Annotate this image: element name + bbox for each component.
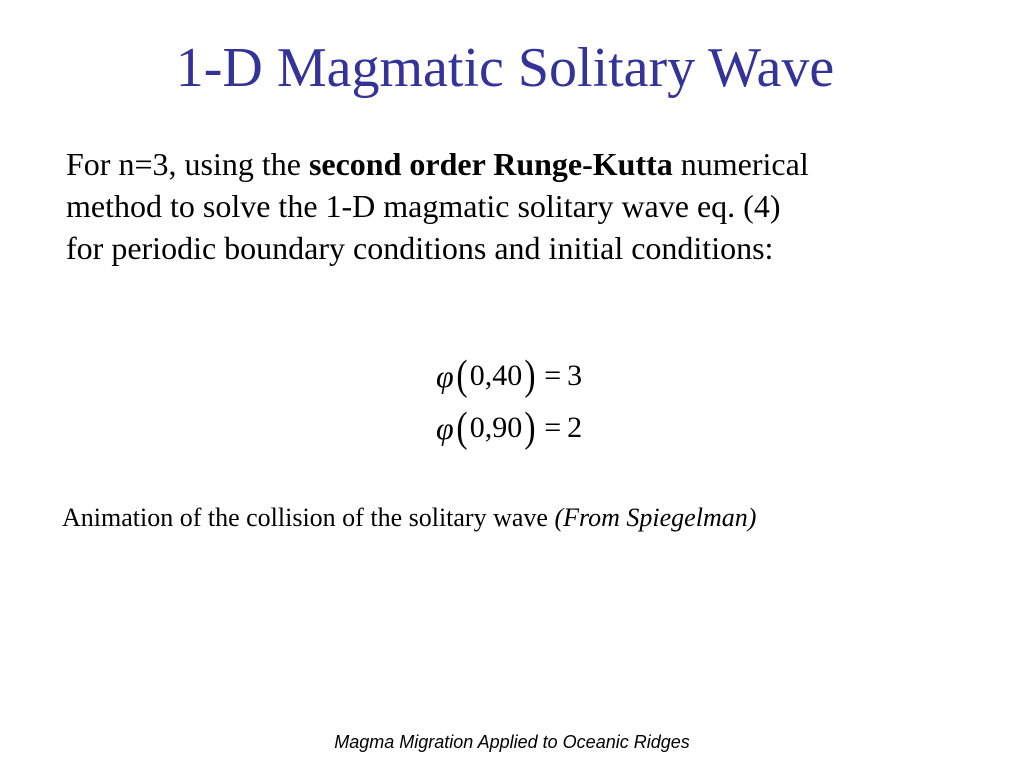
body-line-1-post: numerical <box>672 146 809 182</box>
caption-source: (From Spiegelman) <box>554 503 757 532</box>
caption-text: Animation of the collision of the solitary wave <box>62 503 555 532</box>
equation-2-equals: = <box>544 411 562 444</box>
equation-1-value: 3 <box>567 359 583 392</box>
equation-1-symbol: φ <box>436 358 454 394</box>
equation-2-value: 2 <box>567 411 583 444</box>
equation-2 <box>436 402 656 454</box>
equation-1-args: 0,40 <box>469 359 523 392</box>
initial-conditions <box>436 350 656 454</box>
equation-1-open-paren: ( <box>456 353 468 399</box>
equation-1-equals: = <box>544 359 562 392</box>
equation-2-open-paren: ( <box>456 405 468 451</box>
body-line-3: for periodic boundary conditions and initial conditions: <box>66 230 774 266</box>
body-line-2: method to solve the 1-D magmatic solitary wave eq. (4) <box>66 188 781 224</box>
equation-2-close-paren: ) <box>524 405 536 451</box>
body-line-1 <box>66 143 966 185</box>
slide-footer: Magma Migration Applied to Oceanic Ridges <box>334 732 690 752</box>
equation-2-symbol: φ <box>436 410 454 446</box>
body-paragraph <box>66 143 966 269</box>
equation-1 <box>436 350 656 402</box>
body-line-1-bold: second order Runge-Kutta <box>308 146 673 182</box>
equation-1-close-paren: ) <box>524 353 536 399</box>
body-line-1-pre: For n=3, using the <box>66 146 309 182</box>
slide-title: 1-D Magmatic Solitary Wave <box>175 37 835 99</box>
equation-2-args: 0,90 <box>469 411 523 444</box>
animation-caption <box>62 500 756 536</box>
